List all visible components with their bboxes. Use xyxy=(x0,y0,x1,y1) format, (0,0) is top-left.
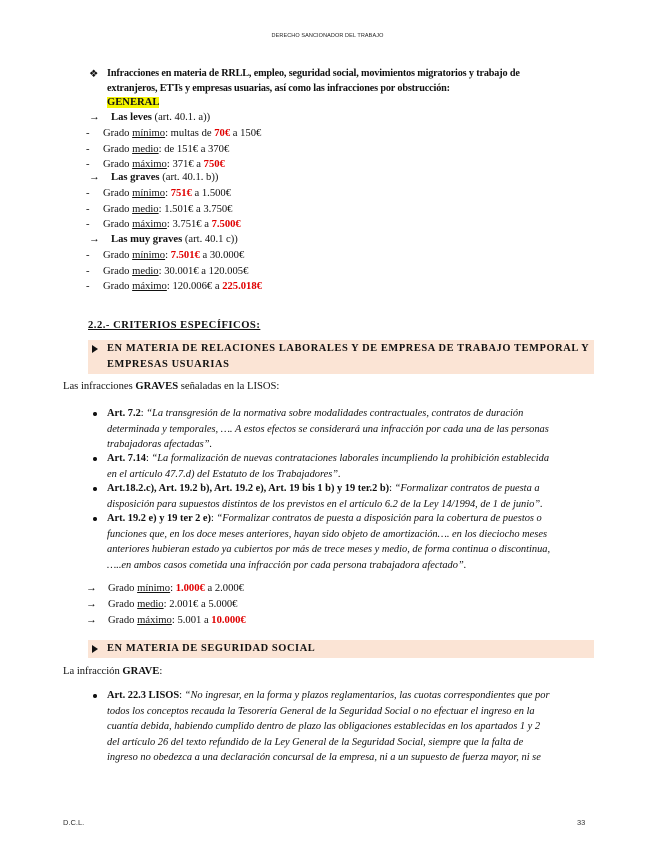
right-arrow-icon: → xyxy=(89,112,100,123)
page-number: 33 xyxy=(577,818,586,827)
grade-from: 120.006€ xyxy=(172,281,213,292)
grade-sep: : xyxy=(158,265,165,277)
tier-title: Las graves xyxy=(111,172,160,183)
grade-to: 7.500€ xyxy=(211,219,241,230)
grade-label: Grado xyxy=(108,599,138,610)
graves-intro: Las infracciones GRAVES señaladas en la LISOS: xyxy=(63,381,280,392)
grade-row xyxy=(86,159,225,170)
intro-line-1: Infracciones en materia de RRLL, empleo, seguridad social, movimientos migratorios y trabajo de xyxy=(107,68,520,79)
grade-sep: : xyxy=(158,203,165,215)
tier-title: Las leves xyxy=(111,112,152,123)
grade-to: 225.018€ xyxy=(222,281,262,292)
grade-level: mínimo xyxy=(132,250,166,261)
grade-to: 750€ xyxy=(203,159,225,170)
band-labor-line-2: EMPRESAS USUARIAS xyxy=(107,359,230,370)
grade-sep: : xyxy=(163,599,170,610)
article-item: Art. 7.14: “La formalización de nuevas contrataciones laborales incumpliendo la prohibición establecida en el artículo 47.7.d) del Estatuto de los Trabajadores”. xyxy=(107,453,550,480)
tier-ref: (art. 40.1 c)) xyxy=(182,234,238,245)
article-ss-text: Art. 22.3 LISOS: “No ingresar, en la forma y plazos reglamentarios, las cuotas correspondientes que por todos los conceptos recauda la Tesorería General de la Seguridad Social o no efectuar el ingreso en la cuantía debida, habiendo cumplido dentro de plazo las obligaciones establecidas en los apartados 1 y 2 del artículo 26 del texto refundido de la Ley General de la Seguridad Social, siempre que la falta de ingreso no obedezca a una declaración concursal de la empresa, ni a un supuesto de fuerza mayor, ni se xyxy=(107,690,550,764)
grade-level: medio xyxy=(137,599,164,610)
grade-mid: a xyxy=(198,599,209,610)
grade-mid: a xyxy=(193,203,204,215)
grade-mid: a xyxy=(212,281,223,292)
round-bullet-icon xyxy=(93,694,97,698)
article-text-line: anteriores hubieran estado ya cubiertos por más de trece meses y medio, de forma continua o discontinua, xyxy=(107,544,551,556)
grade-label: Grado xyxy=(103,143,133,155)
article-text-line: todos los conceptos recauda la Tesorería General de la Seguridad Social o no efectuar el ingreso en la xyxy=(107,705,535,717)
grade-from: 151€ xyxy=(176,143,199,155)
grade-label: Grado xyxy=(108,615,138,626)
article-text-line: en el artículo 47.7.d) del Estatuto de los Trabajadores”. xyxy=(107,468,341,480)
right-arrow-icon: → xyxy=(89,172,100,183)
grade-level: mínimo xyxy=(132,188,166,199)
band-labor-line-1: EN MATERIA DE RELACIONES LABORALES Y DE EMPRESA DE TRABAJO TEMPORAL Y xyxy=(107,343,590,354)
grade-level: medio xyxy=(132,203,159,215)
article-text-line: trabajadoras afectadas”. xyxy=(107,439,213,451)
grade-label: Grado xyxy=(103,281,133,292)
article-text-line: del artículo 26 del texto refundido de la Ley General de la Seguridad Social, siempre que la falta de xyxy=(107,736,524,748)
article-text-line: “La formalización de nuevas contrataciones laborales incumpliendo la prohibición establecida xyxy=(151,453,550,464)
article-ref: Art. 22.3 LISOS xyxy=(107,690,180,701)
right-arrow-icon: → xyxy=(86,615,97,626)
article-text-line: “Formalizar contratos de puesta a xyxy=(394,483,540,494)
right-arrow-icon: → xyxy=(89,234,100,245)
grade-level: mínimo xyxy=(137,583,171,594)
grade-row xyxy=(86,128,261,139)
tier-title: Las muy graves xyxy=(111,234,183,245)
round-bullet-icon xyxy=(93,517,97,521)
article-text-line: ingreso no obedezca a una declaración concursal de la empresa, ni a un supuesto de fuerza mayor, ni se xyxy=(107,752,541,764)
grade-to: 370€ xyxy=(208,143,230,155)
grade-level: máximo xyxy=(137,615,172,626)
footer-author: D.C.L. xyxy=(63,818,85,827)
grade-level: máximo xyxy=(132,281,167,292)
grade-from: 3.751€ xyxy=(172,219,202,230)
grade-label: Grado xyxy=(103,219,133,230)
intro-line-2: extranjeros, ETTs y empresas usuarias, así como las infracciones por obstrucción: xyxy=(107,83,450,94)
grade-from: 5.001 xyxy=(177,615,202,626)
grade-sep: : xyxy=(171,615,178,626)
grade-mid: a xyxy=(230,128,241,139)
right-arrow-icon: → xyxy=(86,583,97,594)
grade-from: 7.501€ xyxy=(170,250,200,261)
grade-from: 371€ xyxy=(172,159,194,170)
grade-row xyxy=(86,204,232,215)
round-bullet-icon xyxy=(93,457,97,461)
grade-level: máximo xyxy=(132,159,167,170)
grade-level: medio xyxy=(132,143,159,155)
article-text-line: determinada y temporales, …. A estos efectos se considerará una infracción por cada una de las personas xyxy=(107,423,549,435)
dash-bullet-icon: - xyxy=(86,128,90,139)
grade-label: Grado xyxy=(103,159,133,170)
grade-sep: : xyxy=(166,159,173,170)
grade-sep: : xyxy=(166,219,173,230)
round-bullet-icon xyxy=(93,487,97,491)
grade-from: 751€ xyxy=(170,188,192,199)
dash-bullet-icon: - xyxy=(86,250,90,261)
grave-intro: La infracción GRAVE: xyxy=(63,666,163,677)
grade-sep: : xyxy=(170,583,176,594)
grade-to: 150€ xyxy=(240,128,262,139)
article-text-line: funciones que, en los doce meses anteriores, hayan sido objeto de amortización…. en los dieciocho meses xyxy=(107,528,547,540)
grade-level: mínimo xyxy=(132,128,166,139)
grade-from: 70€ xyxy=(214,128,231,139)
grade-to: 3.750€ xyxy=(203,203,233,215)
grade-from: 1.000€ xyxy=(175,583,205,594)
grade-level: máximo xyxy=(132,219,167,230)
grade-level: medio xyxy=(132,265,159,277)
arrowhead-bullet-icon xyxy=(92,645,98,653)
tier-heading-leves xyxy=(89,112,210,123)
tier-ref: (art. 40.1. a)) xyxy=(151,112,211,123)
grade-row xyxy=(86,583,244,594)
grade-mid: a xyxy=(199,250,210,261)
grade-row xyxy=(86,188,231,199)
grade-mid: a xyxy=(198,143,209,155)
grade-sep: : xyxy=(166,281,173,292)
article-text-line: disposición para supuestos distintos de los previstos en el artículo 6.2 de la Ley 14/1994, de 1 de junio”. xyxy=(107,498,543,510)
section-title: 2.2.- CRITERIOS ESPECÍFICOS: xyxy=(88,320,261,331)
dash-bullet-icon: - xyxy=(86,219,90,230)
grade-to: 1.500€ xyxy=(201,188,232,199)
grade-label: Grado xyxy=(103,203,133,215)
grade-row xyxy=(86,599,237,610)
grade-to: 10.000€ xyxy=(211,615,246,626)
article-ref: Art. 7.2 xyxy=(107,408,141,419)
grade-to: 30.000€ xyxy=(209,250,245,261)
grade-row xyxy=(86,266,248,277)
dash-bullet-icon: - xyxy=(86,265,90,277)
grade-to: 2.000€ xyxy=(214,583,244,594)
grade-mid: a xyxy=(191,188,202,199)
round-bullet-icon xyxy=(93,412,97,416)
grade-mid: a xyxy=(198,265,209,277)
grade-row xyxy=(86,250,244,261)
tier-heading-graves xyxy=(89,172,218,183)
right-arrow-icon: → xyxy=(86,599,97,610)
grade-sep: : multas de xyxy=(165,128,215,139)
grade-row xyxy=(86,219,241,230)
grade-from: 1.501€ xyxy=(164,203,194,215)
tier-heading-muy_graves xyxy=(89,234,238,245)
dash-bullet-icon: - xyxy=(86,159,90,170)
article-text-line: “La transgresión de la normativa sobre modalidades contractuales, contratos de duración xyxy=(146,408,524,419)
grade-label: Grado xyxy=(108,583,138,594)
grade-row xyxy=(86,144,229,155)
grade-label: Grado xyxy=(103,250,133,261)
running-header: DERECHO SANCIONADOR DEL TRABAJO xyxy=(271,33,384,39)
grade-sep: : xyxy=(165,250,171,261)
dash-bullet-icon: - xyxy=(86,188,90,199)
grade-sep: : xyxy=(165,188,171,199)
grade-from: 2.001€ xyxy=(169,599,199,610)
arrowhead-bullet-icon xyxy=(92,345,98,353)
grade-to: 5.000€ xyxy=(208,599,238,610)
article-ref: Art. 19.2 e) y 19 ter 2 e) xyxy=(107,513,211,524)
article-item: Art. 19.2 e) y 19 ter 2 e): “Formalizar contratos de puesta a disposición para la cobertura de puestos o funciones que, en los doce meses anteriores, hayan sido objeto de amortización…. en los dieciocho meses anteriores hubieran estado ya cubiertos por más de trece meses y medio, de forma continua o discontinua, …..en ambos casos cometida una infracción por cada persona trabajadora afectado”. xyxy=(107,513,551,571)
diamond-bullet-icon: ❖ xyxy=(89,69,99,80)
grade-from: 30.001€ xyxy=(164,265,199,277)
article-text-line: “Formalizar contratos de puesta a disposición para la cobertura de puestos o xyxy=(216,513,542,524)
grade-mid: a xyxy=(193,159,204,170)
dash-bullet-icon: - xyxy=(86,281,90,292)
article-text-line: …..en ambos casos cometida una infracción por cada persona trabajadora afectado”. xyxy=(107,559,467,571)
grade-mid: a xyxy=(201,219,212,230)
grade-mid: a xyxy=(201,615,212,626)
article-item: Art. 7.2: “La transgresión de la normativa sobre modalidades contractuales, contratos de duración determinada y temporales, …. A estos efectos se considerará una infracción por cada una de las personas trabajadoras afectadas”. xyxy=(107,408,549,451)
grade-row xyxy=(86,615,246,626)
article-text-line: cuantía debida, habiendo cumplido dentro de plazo las obligaciones establecidas en los apartados 1 y 2 xyxy=(107,721,541,733)
article-item: Art.18.2.c), Art. 19.2 b), Art. 19.2 e), Art. 19 bis 1 b) y 19 ter.2 b): “Formalizar contratos de puesta a disposición para supuestos distintos de los previstos en el artículo 6.2 de la Ley 14/1994, de 1 de junio”. xyxy=(107,483,543,510)
general-badge: GENERAL xyxy=(107,97,160,108)
band-ss-line-1: EN MATERIA DE SEGURIDAD SOCIAL xyxy=(107,643,316,654)
article-text-line: “No ingresar, en la forma y plazos reglamentarios, las cuotas correspondientes que por xyxy=(184,690,550,701)
grade-row xyxy=(86,281,262,292)
dash-bullet-icon: - xyxy=(86,143,90,155)
tier-ref: (art. 40.1. b)) xyxy=(159,172,219,183)
grade-label: Grado xyxy=(103,188,133,199)
grade-to: 120.005€ xyxy=(208,265,249,277)
grade-sep: : de xyxy=(158,143,177,155)
dash-bullet-icon: - xyxy=(86,203,90,215)
grade-mid: a xyxy=(204,583,215,594)
grade-label: Grado xyxy=(103,265,133,277)
grade-label: Grado xyxy=(103,128,133,139)
article-ref: Art.18.2.c), Art. 19.2 b), Art. 19.2 e), Art. 19 bis 1 b) y 19 ter.2 b) xyxy=(107,483,390,494)
article-ref: Art. 7.14 xyxy=(107,453,146,464)
